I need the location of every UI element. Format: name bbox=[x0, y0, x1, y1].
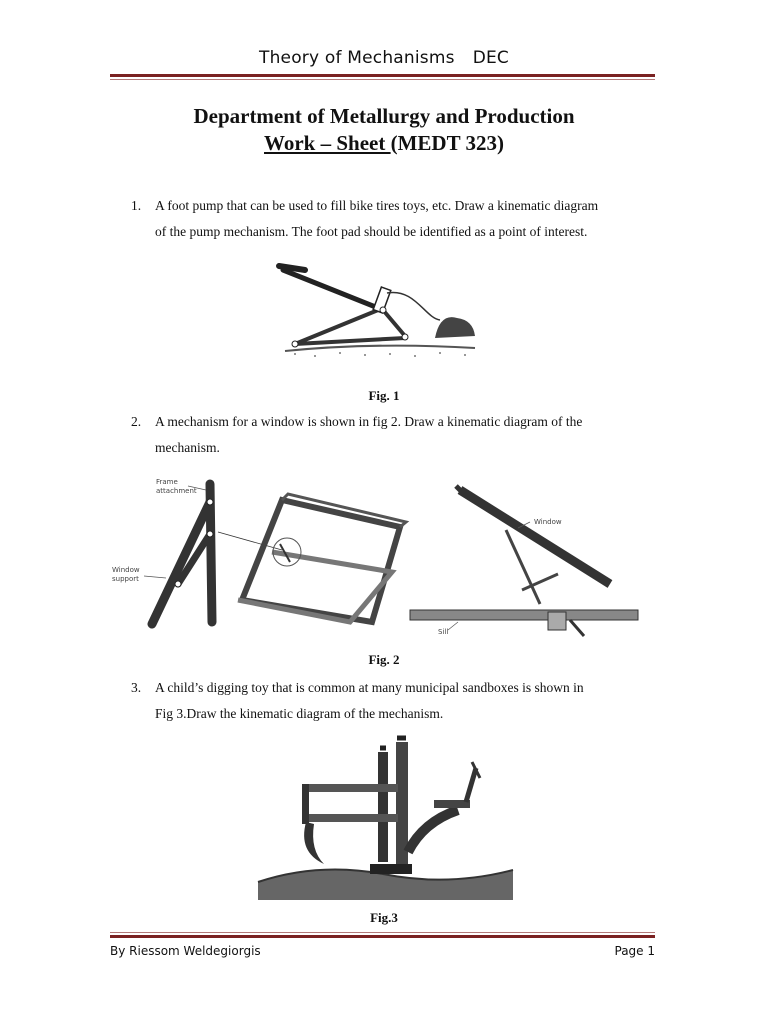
label-sill: Sill bbox=[438, 628, 449, 636]
figure-2-caption: Fig. 2 bbox=[368, 652, 400, 667]
label-frame: Frame bbox=[156, 478, 178, 486]
question-text-line: Fig 3.Draw the kinematic diagram of the mechanism. bbox=[155, 706, 444, 721]
question-1 bbox=[131, 193, 656, 245]
worksheet-code: (MEDT 323) bbox=[390, 131, 504, 155]
question-text-line: A foot pump that can be used to fill bike tires toys, etc. Draw a kinematic diagram bbox=[155, 198, 599, 213]
figure-3-digging-toy bbox=[258, 732, 513, 900]
footer-page-number: Page 1 bbox=[614, 944, 655, 958]
label-attachment: attachment bbox=[156, 487, 197, 495]
header-course: Theory of Mechanisms bbox=[258, 48, 455, 68]
question-number: 1. bbox=[131, 198, 142, 213]
question-number: 2. bbox=[131, 414, 142, 429]
department-title: Department of Metallurgy and Production bbox=[193, 104, 575, 128]
question-text-line: A child’s digging toy that is common at many municipal sandboxes is shown in bbox=[155, 680, 584, 695]
question-3 bbox=[131, 675, 656, 727]
worksheet-title bbox=[0, 131, 768, 156]
figure-1-foot-pump bbox=[265, 258, 495, 370]
header-rule bbox=[110, 74, 655, 77]
figure-1-caption: Fig. 1 bbox=[368, 388, 400, 403]
label-window: Window bbox=[534, 518, 562, 526]
footer-rule bbox=[110, 935, 655, 938]
figure-2-window-mechanism bbox=[110, 472, 655, 642]
footer-rule-thin bbox=[110, 932, 655, 933]
figure-3-caption: Fig.3 bbox=[370, 910, 398, 925]
worksheet-label: Work – Sheet bbox=[264, 131, 391, 155]
footer-author: By Riessom Weldegiorgis bbox=[110, 944, 261, 958]
question-text-line: of the pump mechanism. The foot pad should be identified as a point of interest. bbox=[155, 224, 588, 239]
label-window-support: Window bbox=[112, 566, 140, 574]
header-rule-thin bbox=[110, 79, 655, 80]
page-header bbox=[0, 48, 768, 68]
question-number: 3. bbox=[131, 680, 142, 695]
question-2 bbox=[131, 409, 656, 461]
question-text-line: A mechanism for a window is shown in fig 2. Draw a kinematic diagram of the bbox=[155, 414, 583, 429]
header-term: DEC bbox=[472, 48, 509, 68]
label-window-support-2: support bbox=[112, 575, 139, 583]
question-text-line: mechanism. bbox=[155, 440, 220, 455]
